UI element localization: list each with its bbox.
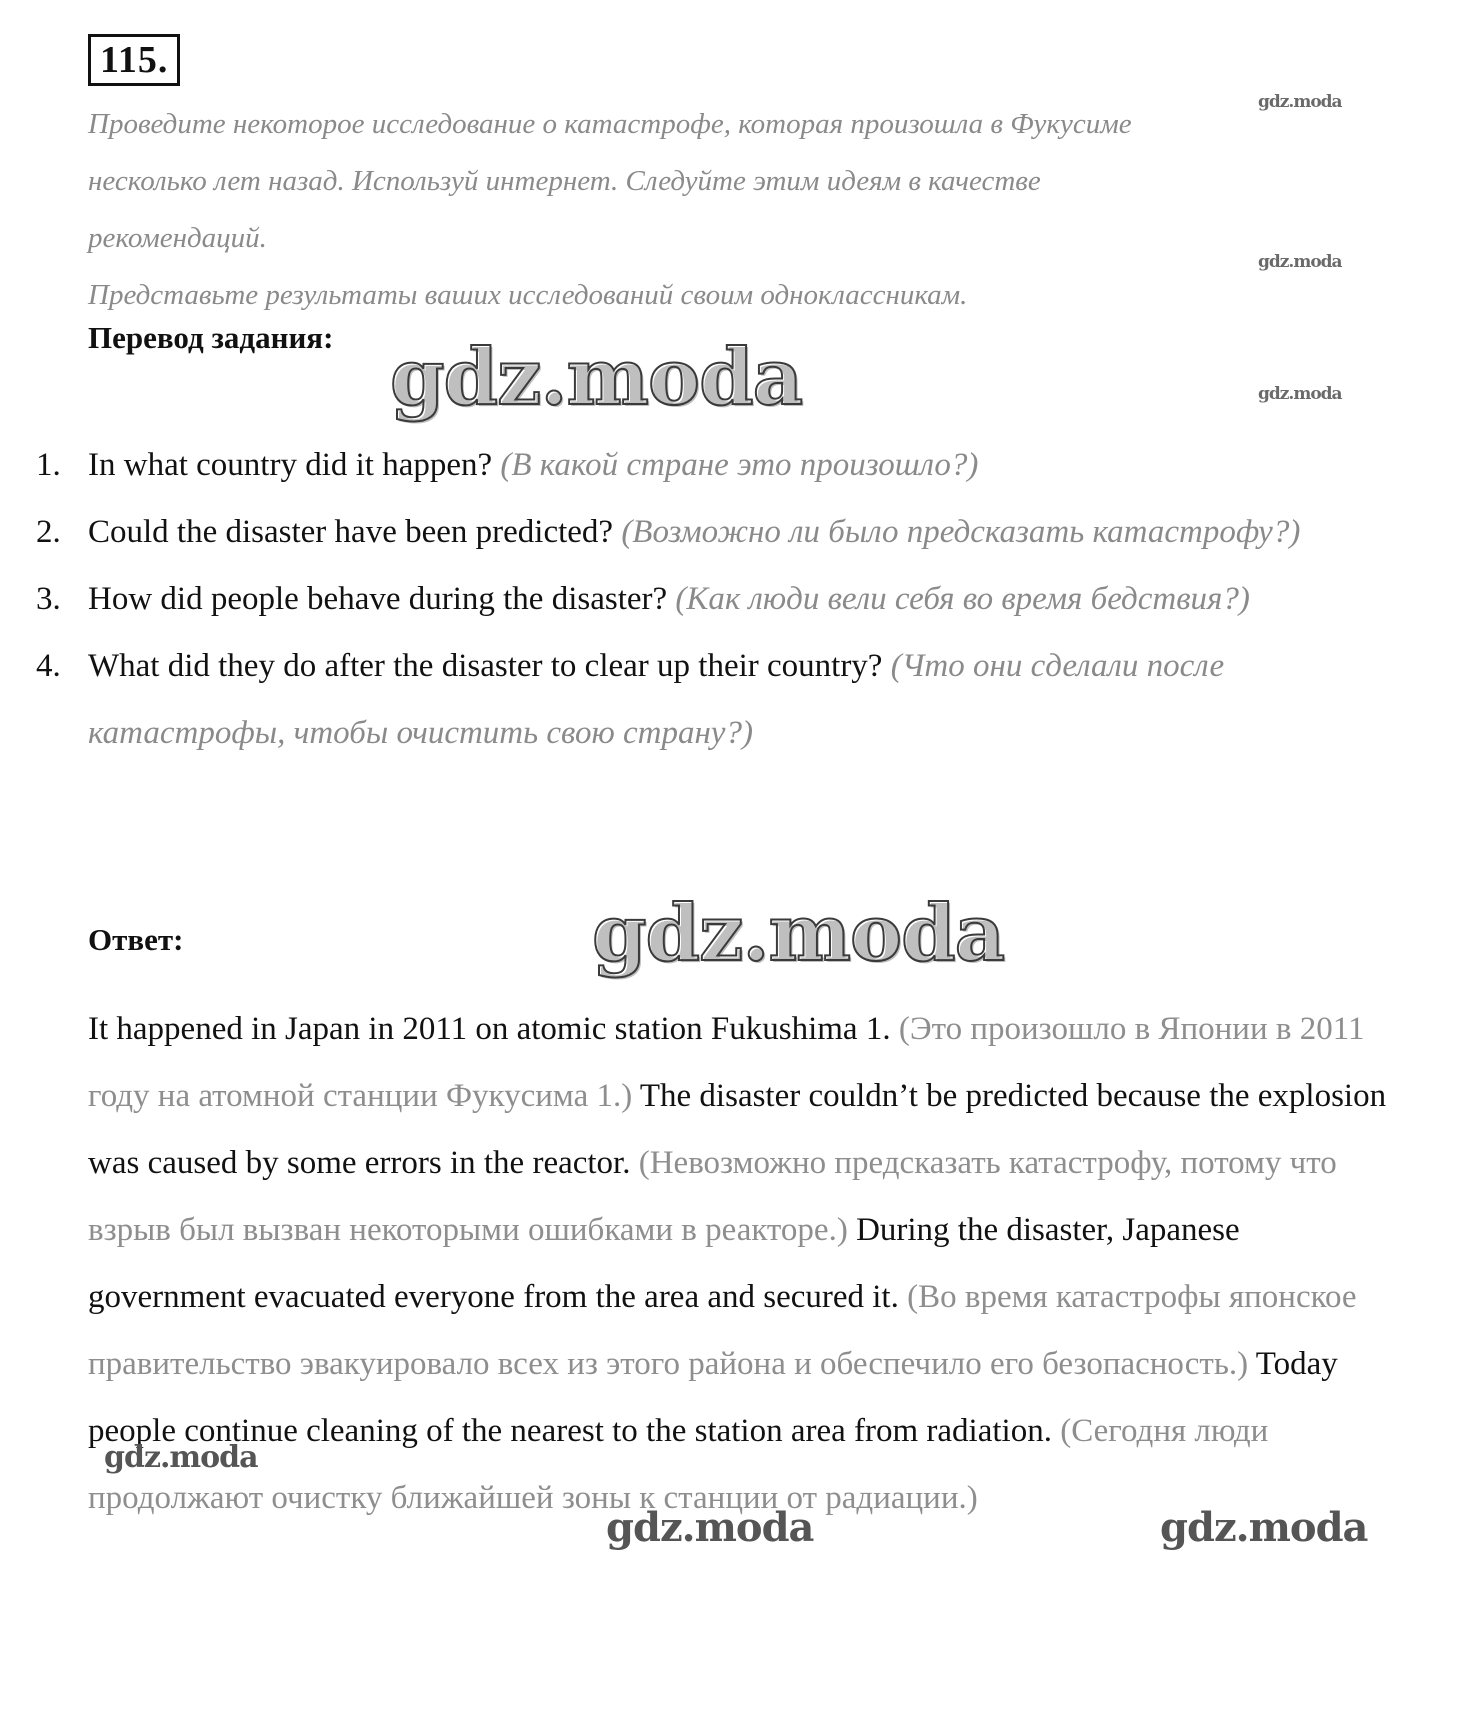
question-en: In what country did it happen? — [88, 447, 493, 483]
question-ru: (Возможно ли было предсказать катастрофу?) — [621, 514, 1301, 550]
watermark: gdz.moda — [1258, 252, 1342, 272]
question-item — [0, 633, 1420, 767]
question-number: 4. — [36, 648, 61, 684]
answer-en: Today people continue cleaning of the nearest to the station area from radiation. — [88, 1346, 1338, 1449]
translation-heading: Перевод задания: — [88, 320, 334, 355]
question-item — [0, 432, 1420, 499]
question-item — [0, 566, 1420, 633]
answer-ru: (Это произошло в Японии в 2011 году на атомной станции Фукусима 1.) — [88, 1011, 1365, 1114]
exercise-number: 115. — [88, 34, 180, 86]
question-item — [0, 499, 1420, 566]
answer-heading: Ответ: — [88, 922, 184, 957]
answer-en: It happened in Japan in 2011 on atomic station Fukushima 1. — [88, 1011, 891, 1047]
question-en: What did they do after the disaster to clear up their country? — [88, 648, 883, 684]
question-ru: (Как люди вели себя во время бедствия?) — [675, 581, 1250, 617]
task-text — [88, 96, 1348, 324]
task-line: рекомендаций. — [88, 222, 267, 254]
task-line: Проведите некоторое исследование о катастрофе, которая произошла в Фукусиме — [88, 108, 1132, 140]
answer-ru: (Во время катастрофы японское правительство эвакуировало всех из этого района и обеспечило его безопасность.) — [88, 1279, 1357, 1382]
question-ru: (В какой стране это произошло?) — [500, 447, 979, 483]
answer-ru: (Невозможно предсказать катастрофу, потому что взрыв был вызван некоторыми ошибками в реакторе.) — [88, 1145, 1337, 1248]
watermark: gdz.moda — [390, 332, 803, 423]
question-en: Could the disaster have been predicted? — [88, 514, 614, 550]
task-line: несколько лет назад. Используй интернет. Следуйте этим идеям в качестве — [88, 165, 1041, 197]
watermark: gdz.moda — [104, 1440, 258, 1475]
watermark: gdz.moda — [1160, 1504, 1368, 1551]
question-list — [0, 432, 1420, 767]
question-en: How did people behave during the disaster? — [88, 581, 668, 617]
question-ru: (Что они сделали после катастрофы, чтобы очистить свою страну?) — [88, 648, 1225, 751]
answer-ru: (Сегодня люди продолжают очистку ближайшей зоны к станции от радиации.) — [88, 1413, 1269, 1516]
watermark: gdz.moda — [592, 888, 1005, 979]
watermark: gdz.moda — [606, 1504, 814, 1551]
question-number: 2. — [36, 514, 61, 550]
question-number: 1. — [36, 447, 61, 483]
answer-text — [88, 996, 1388, 1532]
question-number: 3. — [36, 581, 61, 617]
task-line: Представьте результаты ваших исследований своим одноклассникам. — [88, 279, 968, 311]
answer-en: During the disaster, Japanese government evacuated everyone from the area and secured it. — [88, 1212, 1240, 1315]
watermark: gdz.moda — [1258, 92, 1342, 112]
answer-en: The disaster couldn’t be predicted because the explosion was caused by some errors in the reactor. — [88, 1078, 1387, 1181]
watermark: gdz.moda — [1258, 384, 1342, 404]
